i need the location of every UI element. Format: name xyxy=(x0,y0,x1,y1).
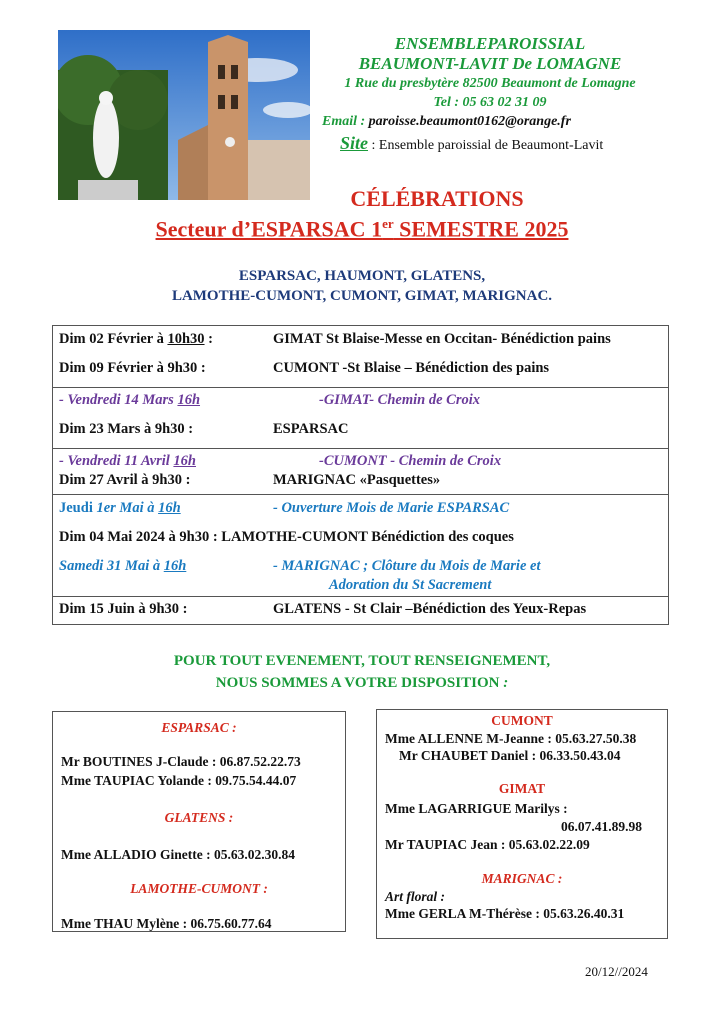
church-photo xyxy=(58,30,310,200)
contact-entry: Mme ALLENNE M-Jeanne : 05.63.27.50.38 xyxy=(385,731,637,746)
contact-intro xyxy=(0,650,724,694)
section-marignac: MARIGNAC : xyxy=(481,871,563,886)
contact-entry: Mr CHAUBET Daniel : 06.33.50.43.04 xyxy=(399,748,621,763)
contact-entry: Mr TAUPIAC Jean : 05.63.02.22.09 xyxy=(385,837,590,852)
art-floral-label: Art floral : xyxy=(385,889,446,904)
contact-entry: Mme GERLA M-Thérèse : 05.63.26.40.31 xyxy=(385,906,625,921)
parish-header xyxy=(320,34,660,112)
org-name-line2: BEAUMONT-LAVIT De LOMAGNE xyxy=(358,54,622,73)
contact-entry-phone: 06.07.41.89.98 xyxy=(561,819,642,834)
page-subtitle xyxy=(0,216,724,242)
section-esparsac: ESPARSAC : xyxy=(161,720,237,735)
contact-entry: Mr BOUTINES J-Claude : 06.87.52.22.73 xyxy=(61,754,301,769)
contact-intro-line2: NOUS SOMMES A VOTRE DISPOSITION : xyxy=(215,675,509,691)
site-value: : Ensemble paroissial de Beaumont-Lavit xyxy=(371,138,604,153)
village-list xyxy=(0,266,724,306)
section-gimat: GIMAT xyxy=(498,781,546,796)
village-line2: LAMOTHE-CUMONT, CUMONT, GIMAT, MARIGNAC. xyxy=(171,288,553,304)
contact-entry: Mme TAUPIAC Yolande : 09.75.54.44.07 xyxy=(61,773,297,788)
subtitle-part-a: Secteur d’ESPARSAC 1 xyxy=(155,216,383,242)
contact-entry: Mme ALLADIO Ginette : 05.63.02.30.84 xyxy=(61,847,295,862)
schedule-row-continued: Adoration du St Sacrement xyxy=(329,577,492,593)
site-line xyxy=(340,133,603,154)
section-cumont: CUMONT xyxy=(491,713,553,728)
section-lamothe: LAMOTHE-CUMONT : xyxy=(130,881,268,896)
org-address: 1 Rue du presbytère 82500 Beaumont de Lomagne xyxy=(344,76,636,91)
site-label[interactable]: Site xyxy=(340,133,369,153)
org-tel: Tel : 05 63 02 31 09 xyxy=(433,95,547,110)
email-link[interactable]: paroisse.beaumont0162@orange.fr xyxy=(368,114,571,129)
contacts-left-box xyxy=(52,711,346,932)
subtitle-part-b: SEMESTRE 2025 xyxy=(393,216,569,242)
page-title: CÉLÉBRATIONS xyxy=(350,186,524,211)
contacts-right-box xyxy=(376,709,668,939)
schedule-table: Dim 02 Février à 10h30 : GIMAT St Blaise-Messe en Occitan- Bénédiction pains Dim 09 Février à 9h30 : CUMONT -St Blaise – Bénédiction des pains - Vendredi 14 Mars 16h -GIMAT- Chemin de Croix Dim 23 Mars à 9h30 : ESPARSAC - Vendredi 11 Avril 16h -CUMONT - Chemin de Croix Dim 27 Avril à 9h30 : MARIGNAC «Pasquettes» Jeudi 1er Mai à 16h - Ouverture Mois de Marie ESPARSAC Dim 04 Mai 2024 à 9h30 : LAMOTHE-CUMONT Bénédiction des coques Samedi 31 Mai à 16h - MARIGNAC ; Clôture du Mois de Marie et Adoration du St Sacrement Dim 15 Juin à 9h30 : GLATENS - St Clair –Bénédiction des Yeux-Repas xyxy=(52,325,669,625)
subtitle-sup: er xyxy=(382,216,394,231)
contact-entry: Mme THAU Mylène : 06.75.60.77.64 xyxy=(61,916,272,931)
org-name-line1: ENSEMBLEPAROISSIAL xyxy=(394,34,586,53)
email-line xyxy=(322,114,571,130)
village-line1: ESPARSAC, HAUMONT, GLATENS, xyxy=(238,268,486,284)
section-glatens: GLATENS : xyxy=(164,810,234,825)
email-label: Email : xyxy=(322,114,366,129)
contact-intro-line1: POUR TOUT EVENEMENT, TOUT RENSEIGNEMENT, xyxy=(173,653,551,669)
contact-entry: Mme LAGARRIGUE Marilys : xyxy=(385,801,568,816)
footer-date: 20/12//2024 xyxy=(585,964,648,979)
